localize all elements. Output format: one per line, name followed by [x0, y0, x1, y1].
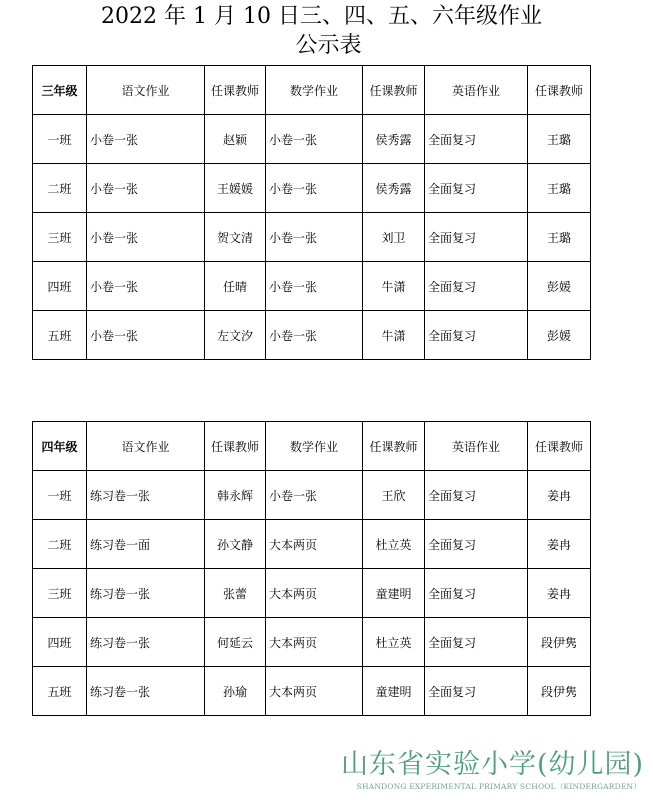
table-row	[33, 618, 591, 667]
column-header: 任课教师	[528, 422, 591, 471]
column-header: 任课教师	[363, 66, 425, 115]
chinese-homework-cell: 练习卷一面	[87, 520, 205, 569]
math-teacher-cell: 牛潇	[363, 262, 425, 311]
math-teacher-cell: 牛潇	[363, 311, 425, 360]
math-homework-cell: 小卷一张	[266, 115, 363, 164]
chinese-homework-cell: 小卷一张	[87, 311, 205, 360]
english-teacher-cell: 姜冉	[528, 569, 591, 618]
table-row	[33, 667, 591, 716]
school-logo	[341, 748, 645, 792]
table-row	[33, 520, 591, 569]
chinese-homework-cell: 小卷一张	[87, 115, 205, 164]
column-header: 英语作业	[425, 66, 528, 115]
grade-label: 四年级	[33, 422, 87, 471]
english-teacher-cell: 姜冉	[528, 520, 591, 569]
math-homework-cell: 大本两页	[266, 569, 363, 618]
column-header: 任课教师	[363, 422, 425, 471]
chinese-homework-cell: 小卷一张	[87, 262, 205, 311]
chinese-homework-cell: 小卷一张	[87, 213, 205, 262]
math-homework-cell: 大本两页	[266, 618, 363, 667]
math-teacher-cell: 杜立英	[363, 520, 425, 569]
chinese-teacher-cell: 孙文静	[205, 520, 266, 569]
table-row	[33, 262, 591, 311]
table-header-row	[33, 422, 591, 471]
school-logo-chinese: 山东省实验小学(幼儿园)	[341, 749, 645, 780]
chinese-homework-cell: 练习卷一张	[87, 618, 205, 667]
chinese-teacher-cell: 赵颖	[205, 115, 266, 164]
math-homework-cell: 大本两页	[266, 520, 363, 569]
grade3-table-body	[33, 66, 591, 360]
column-header: 数学作业	[266, 422, 363, 471]
table-row	[33, 569, 591, 618]
math-teacher-cell: 侯秀露	[363, 164, 425, 213]
english-homework-cell: 全面复习	[425, 471, 528, 520]
math-teacher-cell: 童建明	[363, 569, 425, 618]
class-cell: 五班	[33, 311, 87, 360]
english-homework-cell: 全面复习	[425, 213, 528, 262]
class-cell: 五班	[33, 667, 87, 716]
english-homework-cell: 全面复习	[425, 618, 528, 667]
chinese-teacher-cell: 左文汐	[205, 311, 266, 360]
chinese-homework-cell: 练习卷一张	[87, 471, 205, 520]
english-homework-cell: 全面复习	[425, 520, 528, 569]
math-homework-cell: 小卷一张	[266, 262, 363, 311]
table-header-row	[33, 66, 591, 115]
table-row	[33, 311, 591, 360]
math-homework-cell: 小卷一张	[266, 311, 363, 360]
math-homework-cell: 小卷一张	[266, 471, 363, 520]
column-header: 数学作业	[266, 66, 363, 115]
math-teacher-cell: 童建明	[363, 667, 425, 716]
chinese-homework-cell: 练习卷一张	[87, 569, 205, 618]
english-homework-cell: 全面复习	[425, 164, 528, 213]
english-teacher-cell: 段伊隽	[528, 618, 591, 667]
class-cell: 三班	[33, 213, 87, 262]
grade3-homework-table	[32, 65, 591, 360]
grade4-homework-table	[32, 421, 591, 716]
table-row	[33, 213, 591, 262]
english-teacher-cell: 王璐	[528, 213, 591, 262]
math-teacher-cell: 刘卫	[363, 213, 425, 262]
english-teacher-cell: 姜冉	[528, 471, 591, 520]
chinese-teacher-cell: 孙瑜	[205, 667, 266, 716]
math-teacher-cell: 杜立英	[363, 618, 425, 667]
column-header: 英语作业	[425, 422, 528, 471]
chinese-teacher-cell: 贺文清	[205, 213, 266, 262]
chinese-teacher-cell: 韩永辉	[205, 471, 266, 520]
english-teacher-cell: 段伊隽	[528, 667, 591, 716]
chinese-teacher-cell: 张蕾	[205, 569, 266, 618]
table-row	[33, 115, 591, 164]
column-header: 任课教师	[205, 66, 266, 115]
grade4-table-body	[33, 422, 591, 716]
class-cell: 二班	[33, 520, 87, 569]
page-title: 2022 年 1 月 10 日三、四、五、六年级作业	[101, 4, 542, 29]
table-row	[33, 164, 591, 213]
table-row	[33, 471, 591, 520]
math-homework-cell: 大本两页	[266, 667, 363, 716]
class-cell: 四班	[33, 262, 87, 311]
chinese-teacher-cell: 何延云	[205, 618, 266, 667]
english-homework-cell: 全面复习	[425, 115, 528, 164]
english-homework-cell: 全面复习	[425, 667, 528, 716]
column-header: 语文作业	[87, 66, 205, 115]
english-teacher-cell: 王璐	[528, 164, 591, 213]
class-cell: 四班	[33, 618, 87, 667]
school-logo-english: SHANDONG EXPERIMENTAL PRIMARY SCHOOL（KINDERGARDEN）	[356, 782, 641, 791]
english-homework-cell: 全面复习	[425, 311, 528, 360]
class-cell: 三班	[33, 569, 87, 618]
english-teacher-cell: 王璐	[528, 115, 591, 164]
column-header: 任课教师	[528, 66, 591, 115]
english-homework-cell: 全面复习	[425, 569, 528, 618]
math-teacher-cell: 侯秀露	[363, 115, 425, 164]
page-subtitle: 公示表	[295, 33, 362, 58]
chinese-teacher-cell: 任晴	[205, 262, 266, 311]
chinese-teacher-cell: 王媛媛	[205, 164, 266, 213]
class-cell: 二班	[33, 164, 87, 213]
math-homework-cell: 小卷一张	[266, 213, 363, 262]
grade-label: 三年级	[33, 66, 87, 115]
english-teacher-cell: 彭媛	[528, 262, 591, 311]
class-cell: 一班	[33, 471, 87, 520]
math-homework-cell: 小卷一张	[266, 164, 363, 213]
english-teacher-cell: 彭媛	[528, 311, 591, 360]
chinese-homework-cell: 练习卷一张	[87, 667, 205, 716]
english-homework-cell: 全面复习	[425, 262, 528, 311]
column-header: 语文作业	[87, 422, 205, 471]
math-teacher-cell: 王欣	[363, 471, 425, 520]
class-cell: 一班	[33, 115, 87, 164]
column-header: 任课教师	[205, 422, 266, 471]
chinese-homework-cell: 小卷一张	[87, 164, 205, 213]
